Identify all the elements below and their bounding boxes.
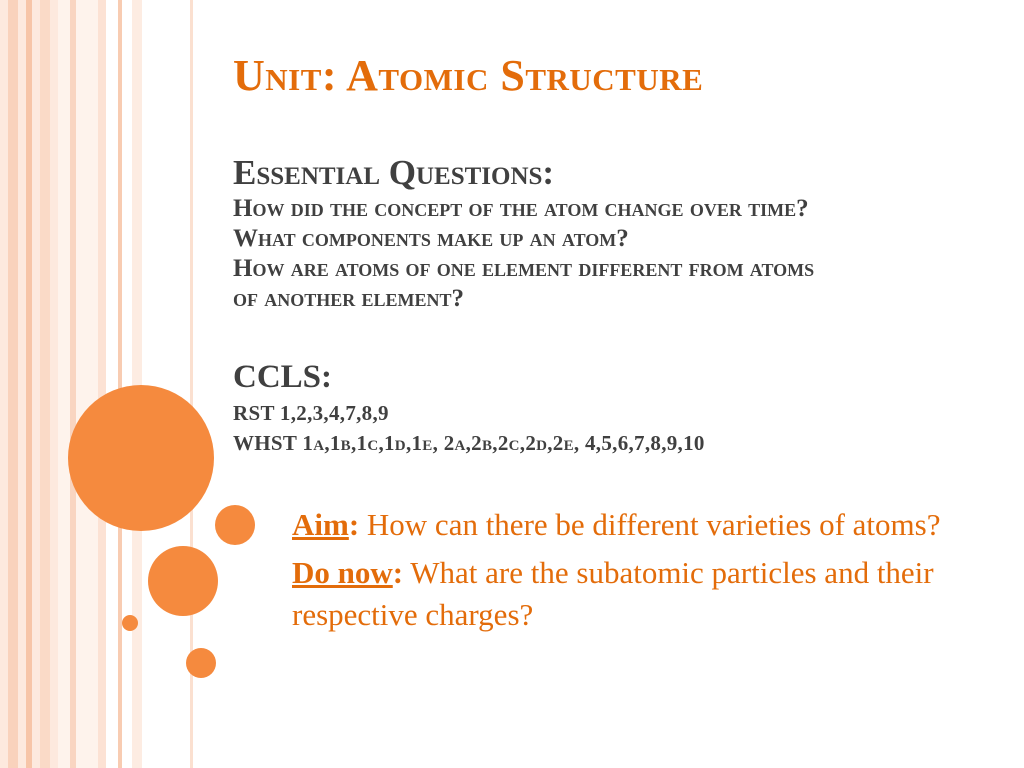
decorative-circle-medium — [148, 546, 218, 616]
question-line: How did the concept of the atom change over time? — [233, 195, 809, 222]
stripe — [26, 0, 32, 768]
decorative-circle-small — [215, 505, 255, 545]
stripe — [132, 0, 142, 768]
do-now-paragraph — [292, 552, 1012, 636]
slide-body — [292, 504, 1012, 642]
essential-questions — [233, 154, 814, 314]
decorative-circle-large — [68, 385, 214, 531]
ccls-standard-line: RST 1,2,3,4,7,8,9 — [233, 401, 389, 425]
stripe — [118, 0, 122, 768]
aim-colon: : — [348, 507, 360, 542]
decorative-circle-small — [186, 648, 216, 678]
question-line: How are atoms of one element different from atoms — [233, 255, 815, 282]
do-now-colon: : — [392, 555, 404, 590]
stripe — [8, 0, 18, 768]
aim-label: Aim — [292, 507, 349, 542]
stripe — [58, 0, 98, 768]
decorative-circle-tiny — [122, 615, 138, 631]
ccls-heading: CCLS: — [233, 359, 333, 395]
aim-text: How can there be different varieties of atoms? — [359, 507, 941, 542]
do-now-text: What are the subatomic particles and their respective charges? — [292, 555, 934, 632]
decorative-stripes — [0, 0, 200, 768]
ccls-standard-line: WHST 1a,1b,1c,1d,1e, 2a,2b,2c,2d,2e, 4,5,6,7,8,9,10 — [233, 431, 705, 455]
question-line: of another element? — [233, 285, 465, 312]
slide-title: Unit: Atomic Structure — [233, 51, 704, 100]
stripe — [40, 0, 50, 768]
aim-paragraph — [292, 504, 1012, 546]
stripe — [70, 0, 76, 768]
do-now-label: Do now — [292, 555, 393, 590]
essential-questions-heading: Essential Questions: — [233, 153, 555, 192]
stripe — [98, 0, 106, 768]
question-line: What components make up an atom? — [233, 225, 629, 252]
ccls-section — [233, 358, 705, 458]
